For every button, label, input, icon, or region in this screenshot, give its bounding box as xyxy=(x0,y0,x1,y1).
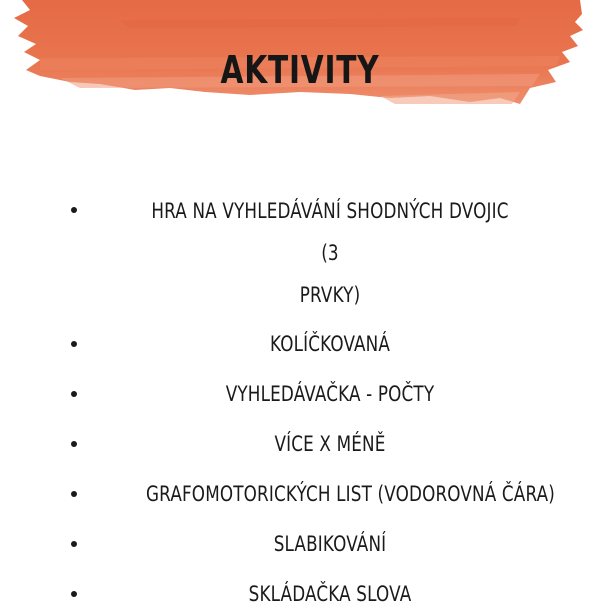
list-item-label-line2: PRVKY) xyxy=(299,283,361,307)
list-item xyxy=(0,474,600,514)
list-item-label: SLABIKOVÁNÍ xyxy=(273,532,387,556)
bullet-icon xyxy=(71,491,77,497)
bullet-icon xyxy=(71,207,77,213)
list-item xyxy=(0,574,600,614)
bullet-icon xyxy=(71,591,77,597)
list-item xyxy=(0,524,600,564)
list-item xyxy=(0,424,600,464)
page-title: AKTIVITY xyxy=(220,48,380,92)
list-item xyxy=(0,324,600,364)
list-item-label-line1: HRA NA VYHLEDÁVÁNÍ SHODNÝCH DVOJIC (3 xyxy=(151,199,509,265)
list-item-label xyxy=(146,190,514,316)
list-item xyxy=(0,190,600,316)
list-item-label: KOLÍČKOVANÁ xyxy=(269,332,391,356)
list-item-label: VÍCE X MÉNĚ xyxy=(274,432,386,456)
activity-list xyxy=(0,190,600,614)
bullet-icon xyxy=(71,541,77,547)
bullet-icon xyxy=(71,341,77,347)
list-item-label: GRAFOMOTORICKÝCH LIST (VODOROVNÁ ČÁRA) xyxy=(146,482,555,506)
list-item xyxy=(0,374,600,414)
list-item-label: VYHLEDÁVAČKA - POČTY xyxy=(225,382,435,406)
bullet-icon xyxy=(71,441,77,447)
list-item-label: SKLÁDAČKA SLOVA xyxy=(248,582,412,606)
bullet-icon xyxy=(71,391,77,397)
